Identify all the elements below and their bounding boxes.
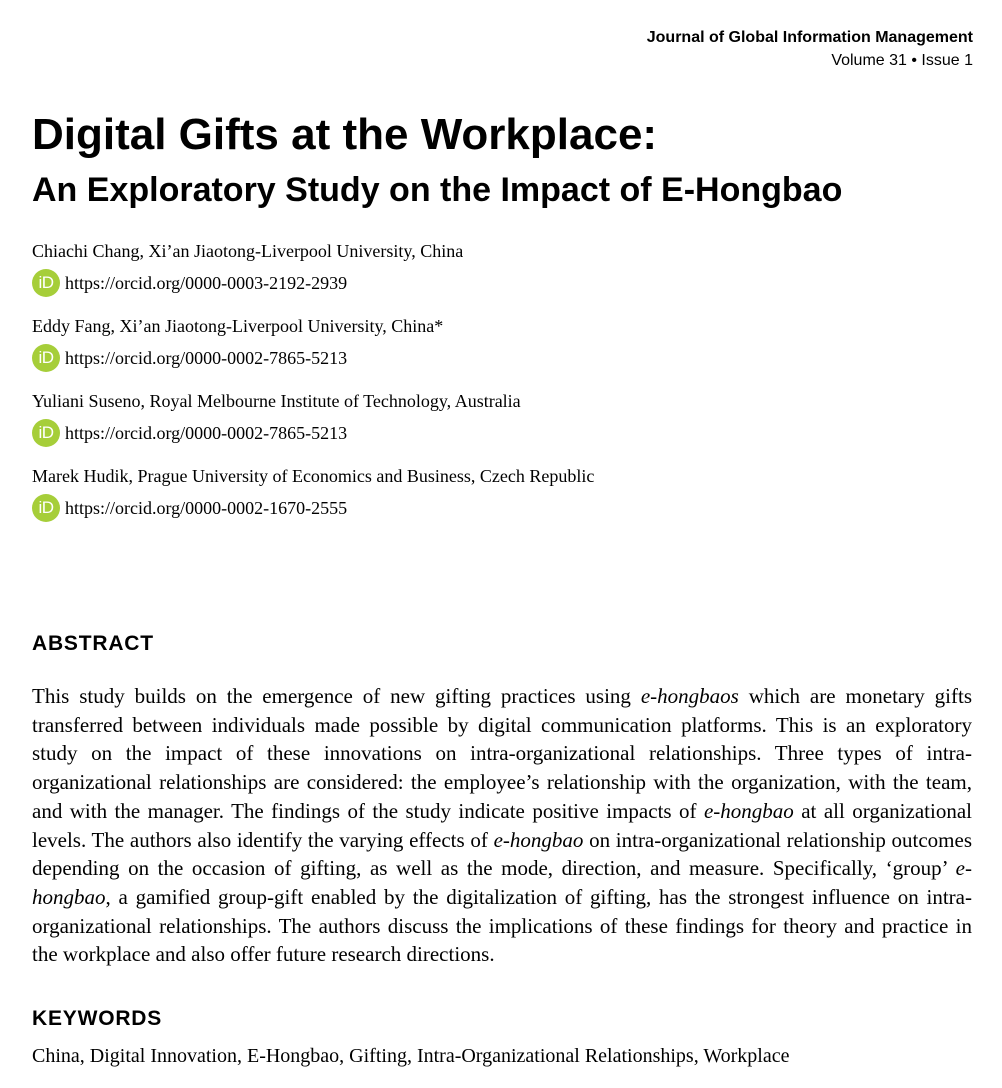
orcid-link[interactable]: https://orcid.org/0000-0002-1670-2555: [65, 497, 348, 518]
paper-title: Digital Gifts at the Workplace:: [32, 110, 658, 159]
journal-volume-issue: Volume 31 • Issue 1: [831, 52, 973, 69]
abstract-segment: on intra-organizational relationship outcomes depending on the occasion of gifting, as well as the mode, direction, and measure. Specifically, ‘group’: [32, 827, 972, 881]
author-block: [32, 313, 594, 388]
author-affiliation: Eddy Fang, Xi’an Jiaotong-Liverpool University, China*: [32, 316, 444, 336]
keywords-heading: KEYWORDS: [32, 1007, 163, 1030]
abstract-segment: at all organizational levels. The authors also identify the varying effects of: [32, 798, 972, 852]
author-affiliation: Yuliani Suseno, Royal Melbourne Institute of Technology, Australia: [32, 391, 521, 411]
orcid-icon: iD: [32, 269, 60, 297]
orcid-icon: iD: [32, 494, 60, 522]
author-list: [32, 238, 594, 538]
abstract-term: e-hongbao: [703, 798, 794, 823]
keywords-text: China, Digital Innovation, E-Hongbao, Gifting, Intra-Organizational Relationships, Workplace: [32, 1045, 790, 1067]
author-block: [32, 388, 594, 463]
abstract-term: e-hongbao: [493, 827, 584, 852]
abstract-term: e-hongbaos: [640, 684, 739, 708]
abstract-heading: ABSTRACT: [32, 632, 154, 655]
orcid-row: [32, 343, 594, 373]
orcid-link[interactable]: https://orcid.org/0000-0002-7865-5213: [65, 347, 348, 368]
orcid-row: [32, 268, 594, 298]
orcid-link[interactable]: https://orcid.org/0000-0003-2192-2939: [65, 272, 348, 293]
orcid-link[interactable]: https://orcid.org/0000-0002-7865-5213: [65, 422, 348, 443]
author-block: [32, 238, 594, 313]
abstract-segment: This study builds on the emergence of new gifting practices using: [32, 684, 641, 708]
author-affiliation: Marek Hudik, Prague University of Economics and Business, Czech Republic: [32, 466, 595, 486]
orcid-row: [32, 493, 594, 523]
abstract-text: [32, 682, 972, 969]
author-affiliation: Chiachi Chang, Xi’an Jiaotong-Liverpool University, China: [32, 241, 464, 261]
orcid-icon: iD: [32, 344, 60, 372]
abstract-segment: which are monetary gifts transferred between individuals made possible by digital communication platforms. This is an exploratory study on the impact of these innovations on intra-organizational relationships. Three types of intra-organizational relationships are considered: the employee’s relationship with the organization, with the team, and with the manager. The findings of the study indicate positive impacts of: [32, 684, 972, 823]
orcid-row: [32, 418, 594, 448]
journal-header: [647, 26, 973, 72]
abstract-term: e-hongbao: [32, 856, 972, 909]
abstract-segment: , a gamified group-gift enabled by the digitalization of gifting, has the strongest influence on intra-organizational relationships. The authors discuss the implications of these findings for theory and practice in the workplace and also offer future research directions.: [32, 884, 972, 967]
author-block: [32, 463, 594, 538]
journal-name: Journal of Global Information Management: [646, 29, 973, 46]
paper-subtitle: An Exploratory Study on the Impact of E-Hongbao: [32, 171, 843, 209]
orcid-icon: iD: [32, 419, 60, 447]
